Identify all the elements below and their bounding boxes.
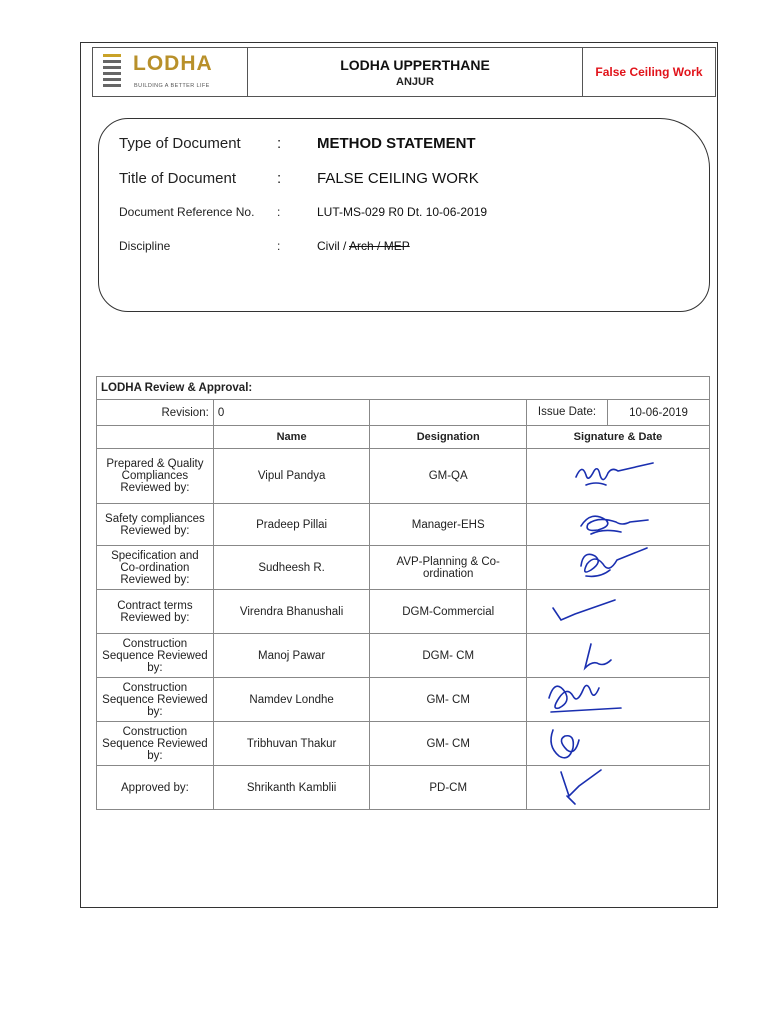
designation-cell: GM- CM	[370, 722, 527, 766]
title-label: Title of Document	[119, 170, 236, 187]
designation-cell: DGM-Commercial	[370, 590, 527, 634]
role-cell: Safety compliances Reviewed by:	[97, 504, 214, 546]
empty-cell	[370, 400, 527, 426]
project-cell	[248, 48, 583, 96]
discipline-struck: Arch / MEP	[349, 239, 410, 253]
name-cell: Tribhuvan Thakur	[213, 722, 370, 766]
discipline-label: Discipline	[119, 239, 171, 253]
role-cell: Specification and Co-ordination Reviewed by:	[97, 546, 214, 590]
discipline-value	[317, 239, 410, 253]
column-header-name: Name	[213, 426, 370, 449]
column-header-signature: Signature & Date	[527, 426, 710, 449]
reference-value: LUT-MS-029 R0 Dt. 10-06-2019	[317, 205, 488, 219]
discipline-row	[119, 239, 410, 253]
discipline-civil: Civil /	[317, 239, 350, 253]
table-row	[97, 590, 710, 634]
signature-image	[531, 766, 701, 806]
role-cell: Construction Sequence Reviewed by:	[97, 634, 214, 678]
signature-cell	[527, 634, 710, 678]
title-of-document-row	[119, 170, 479, 187]
signature-image	[531, 455, 701, 495]
signature-cell	[527, 590, 710, 634]
name-cell: Vipul Pandya	[213, 449, 370, 504]
table-row	[97, 634, 710, 678]
signature-image	[531, 678, 701, 718]
table-row	[97, 678, 710, 722]
table-row	[97, 504, 710, 546]
issue-date-label: Issue Date:	[527, 400, 608, 425]
approval-table	[96, 376, 710, 810]
signature-cell	[527, 449, 710, 504]
signature-cell	[527, 766, 710, 810]
signature-image	[531, 592, 701, 628]
table-row	[97, 766, 710, 810]
role-cell: Contract terms Reviewed by:	[97, 590, 214, 634]
signature-image	[531, 722, 701, 762]
designation-cell: AVP-Planning & Co-ordination	[370, 546, 527, 590]
name-cell: Sudheesh R.	[213, 546, 370, 590]
table-row	[97, 449, 710, 504]
role-cell: Approved by:	[97, 766, 214, 810]
designation-cell: Manager-EHS	[370, 504, 527, 546]
type-label: Type of Document	[119, 135, 241, 152]
colon: :	[277, 170, 282, 187]
signature-cell	[527, 504, 710, 546]
signature-cell	[527, 678, 710, 722]
name-cell: Virendra Bhanushali	[213, 590, 370, 634]
signature-cell	[527, 546, 710, 590]
type-value: METHOD STATEMENT	[317, 135, 476, 152]
name-cell: Namdev Londhe	[213, 678, 370, 722]
table-row	[97, 722, 710, 766]
designation-cell: GM- CM	[370, 678, 527, 722]
name-cell: Shrikanth Kamblii	[213, 766, 370, 810]
role-cell: Prepared & Quality Compliances Reviewed by:	[97, 449, 214, 504]
type-of-document-row	[119, 135, 476, 152]
revision-value: 0	[213, 400, 370, 426]
signature-image	[531, 504, 701, 542]
designation-cell: DGM- CM	[370, 634, 527, 678]
signature-image	[531, 546, 701, 586]
company-logo	[93, 48, 248, 96]
table-row	[97, 546, 710, 590]
name-cell: Pradeep Pillai	[213, 504, 370, 546]
designation-cell: PD-CM	[370, 766, 527, 810]
colon: :	[277, 135, 282, 152]
revision-label: Revision:	[97, 400, 214, 426]
column-header-role	[97, 426, 214, 449]
role-cell: Construction Sequence Reviewed by:	[97, 678, 214, 722]
project-location: ANJUR	[396, 75, 434, 88]
reference-row	[119, 205, 487, 219]
colon: :	[277, 239, 281, 253]
colon: :	[277, 205, 281, 219]
logo-bars-icon	[103, 54, 121, 90]
designation-cell: GM-QA	[370, 449, 527, 504]
logo-text: LODHA	[133, 52, 213, 75]
logo-tagline: BUILDING A BETTER LIFE	[134, 83, 210, 89]
document-info-box	[98, 118, 710, 312]
work-title: False Ceiling Work	[595, 65, 703, 79]
role-cell: Construction Sequence Reviewed by:	[97, 722, 214, 766]
reference-label: Document Reference No.	[119, 205, 255, 219]
issue-date-value: 10-06-2019	[629, 406, 688, 419]
signature-image	[531, 636, 701, 672]
signature-cell	[527, 722, 710, 766]
document-header	[92, 47, 716, 97]
title-value: FALSE CEILING WORK	[317, 170, 479, 187]
name-cell: Manoj Pawar	[213, 634, 370, 678]
issue-date-cell	[527, 400, 710, 426]
approval-caption: LODHA Review & Approval:	[97, 377, 710, 400]
column-header-designation: Designation	[370, 426, 527, 449]
project-name: LODHA UPPERTHANE	[340, 56, 490, 73]
